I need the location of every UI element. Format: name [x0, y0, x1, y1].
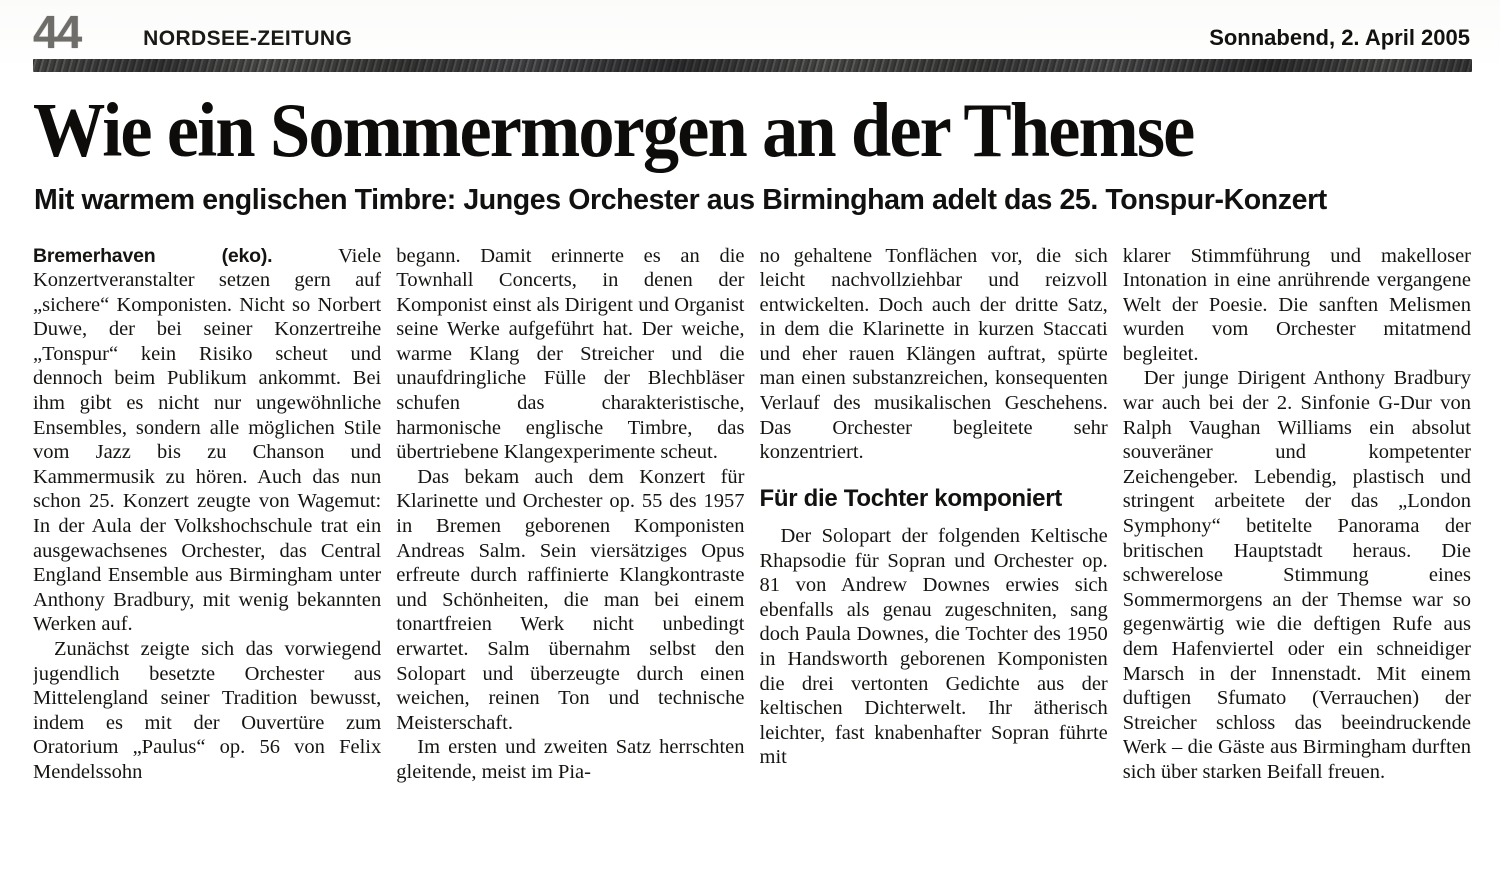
- paragraph: klarer Stimmführung und makelloser Intonation in eine anrührende vergangene Welt der Poesie. Die sanften Melismen wurden vom Orchester mitatmend begleitet.: [1122, 244, 1471, 365]
- paragraph-text: Viele Konzertveranstalter setzen gern auf „sichere“ Komponisten. Nicht so Norbert Duwe, der bei seiner Konzertreihe „Tonspur“ kein Risiko scheut und dennoch beim Publikum ankommt. Bei ihm gibt es nicht nur ungewöhnliche Ensembles, sondern alle möglichen Stile vom Jazz bis zu Chanson und Kammermusik zu hören. Auch das nun schon 25. Konzert zeugte von Wagemut: In der Aula der Volkshochschule trat ein ausgewachsenes Orchester, das Central England Ensemble aus Birmingham unter Anthony Bradbury, mit wenig bekannten Werken auf.: [33, 244, 382, 636]
- paragraph: no gehaltene Tonflächen vor, die sich leicht nachvollziehbar und reizvoll entwickelten. Doch auch der dritte Satz, in dem die Klarinette in kurzen Staccati und eher rauen Klängen auftrat, spürte man einen substanzreichen, konsequenten Verlauf des musikalischen Geschehens. Das Orchester begleitete sehr konzentriert.: [759, 244, 1108, 464]
- dateline: Bremerhaven (eko).: [33, 244, 273, 267]
- newspaper-name: NORDSEE-ZEITUNG: [143, 26, 353, 50]
- paragraph: Zunächst zeigte sich das vorwiegend jugendlich besetzte Orchester aus Mittelengland seiner Tradition bewusst, indem es mit der Ouvertüre zum Oratorium „Paulus“ op. 56 von Felix Mendelssohn: [33, 638, 382, 783]
- article-body: [33, 244, 1471, 840]
- article-subheadline: Mit warmem englischen Timbre: Junges Orchester aus Birmingham adelt das 25. Tonspur-Konzert: [34, 184, 1327, 217]
- article-headline: Wie ein Sommermorgen an der Themse: [33, 86, 1194, 173]
- paragraph: begann. Damit erinnerte es an die Townhall Concerts, in denen der Komponist einst als Dirigent und Organist seine Werke aufgeführt hat. Der weiche, warme Klang der Streicher und die unaufdringliche Fülle der Blechbläser schufen das charakteristische, harmonische englische Timbre, das übertriebene Klangexperimente scheut.: [396, 244, 745, 464]
- paragraph: Der junge Dirigent Anthony Bradbury war auch bei der 2. Sinfonie G-Dur von Ralph Vaughan Williams ein absolut souveräner und kompetenter Zeichengeber. Lebendig, plastisch und stringent arbeitete der das „London Symphony“ betitelte Panorama der britischen Hauptstadt heraus. Die schwerelose Stimmung eines Sommermorgens an der Themse war so gegenwärtig wie die deftigen Rufe aus dem Hafenviertel oder ein schneidiger Marsch in der Innenstadt. Mit einem duftigen Sfumato (Verrauchen) der Streicher schloss das beeindruckende Werk – die Gäste aus Birmingham durften sich über starken Beifall freuen.: [1122, 367, 1471, 783]
- masthead: [0, 0, 1500, 58]
- paragraph: [33, 244, 381, 638]
- masthead-left: [33, 6, 353, 58]
- body-column-2: [396, 244, 744, 840]
- body-column-4: [1123, 244, 1471, 840]
- paragraph: Im ersten und zweiten Satz herrschten gleitende, meist im Pia-: [396, 736, 745, 783]
- body-column-1: [33, 244, 381, 840]
- paragraph: Der Solopart der folgenden Keltische Rhapsodie für Sopran und Orchester op. 81 von Andrew Downes erwies sich ebenfalls als genau zugeschniten, sang doch Paula Downes, die Tochter des 1950 in Handsworth geborenen Komponisten die drei vertonten Gedichte aus der keltischen Dichterwelt. Ihr ätherisch leichter, fast knabenhafter Sopran führte mit: [759, 525, 1108, 769]
- crosshead: Für die Tochter komponiert: [759, 484, 1062, 512]
- paragraph: Das bekam auch dem Konzert für Klarinette und Orchester op. 55 des 1957 in Bremen geborenen Komponisten Andreas Salm. Sein viersätziges Opus erfreute durch raffinierte Klangkontraste und Schönheiten, die man bei einem tonartfreien Werk nicht unbedingt erwartet. Salm übernahm selbst den Solopart und überzeugte durch einen weichen, reinen Ton und technische Meisterschaft.: [396, 465, 745, 734]
- issue-date: Sonnabend, 2. April 2005: [1209, 24, 1470, 50]
- body-column-3: [760, 244, 1108, 840]
- divider-band: [33, 59, 1472, 72]
- page-number: 44: [33, 6, 81, 58]
